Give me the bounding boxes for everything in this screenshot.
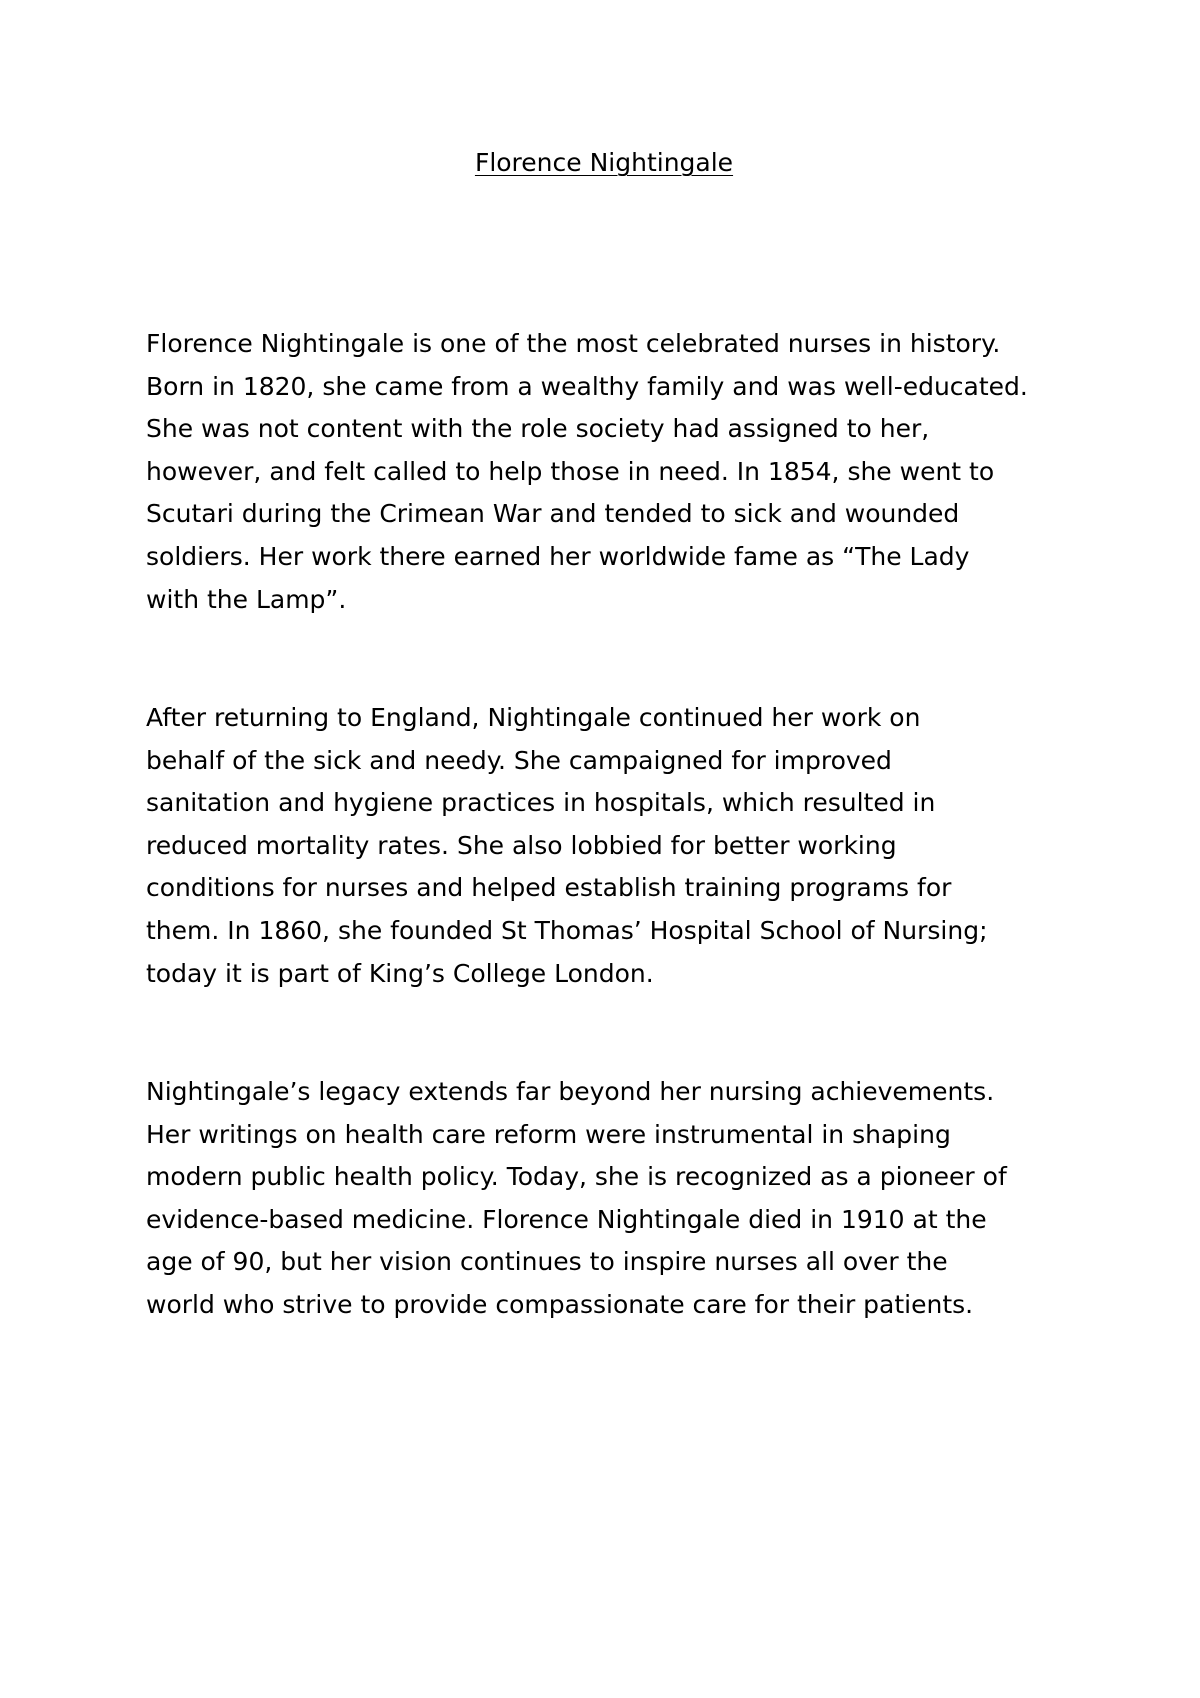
paragraph-line: conditions for nurses and helped establish training programs for bbox=[146, 873, 952, 903]
paragraph-line: Her writings on health care reform were instrumental in shaping bbox=[146, 1119, 951, 1149]
paragraph-line: She was not content with the role society had assigned to her, bbox=[146, 414, 930, 444]
paragraph-line: today it is part of King’s College London. bbox=[146, 958, 654, 988]
paragraph-line: After returning to England, Nightingale continued her work on bbox=[146, 703, 921, 732]
paragraph-line: Florence Nightingale is one of the most celebrated nurses in history. bbox=[146, 329, 1001, 358]
paragraph-intro bbox=[146, 323, 1028, 621]
paragraph-line: them. In 1860, she founded St Thomas’ Hospital School of Nursing; bbox=[146, 915, 988, 945]
paragraph-legacy bbox=[146, 1071, 1007, 1327]
paragraph-line: with the Lamp”. bbox=[146, 584, 347, 614]
paragraph-line: however, and felt called to help those in need. In 1854, she went to bbox=[146, 456, 995, 486]
paragraph-line: world who strive to provide compassionate care for their patients. bbox=[146, 1289, 974, 1319]
paragraph-line: modern public health policy. Today, she is recognized as a pioneer of bbox=[146, 1162, 1007, 1192]
paragraph-line: Born in 1820, she came from a wealthy family and was well-educated. bbox=[146, 371, 1028, 401]
paragraph-line: soldiers. Her work there earned her worldwide fame as “The Lady bbox=[146, 541, 970, 571]
paragraph-line: evidence-based medicine. Florence Nightingale died in 1910 at the bbox=[146, 1204, 987, 1234]
paragraph-line: reduced mortality rates. She also lobbied for better working bbox=[146, 830, 897, 860]
paragraph-line: Scutari during the Crimean War and tended to sick and wounded bbox=[146, 499, 960, 529]
paragraph-line: Nightingale’s legacy extends far beyond her nursing achievements. bbox=[146, 1077, 995, 1106]
paragraph-line: age of 90, but her vision continues to inspire nurses all over the bbox=[146, 1247, 948, 1277]
paragraph-later-work bbox=[146, 697, 988, 995]
paragraph-line: behalf of the sick and needy. She campaigned for improved bbox=[146, 745, 892, 775]
paragraph-line: sanitation and hygiene practices in hospitals, which resulted in bbox=[146, 788, 936, 818]
document-title: Florence Nightingale bbox=[474, 148, 734, 177]
